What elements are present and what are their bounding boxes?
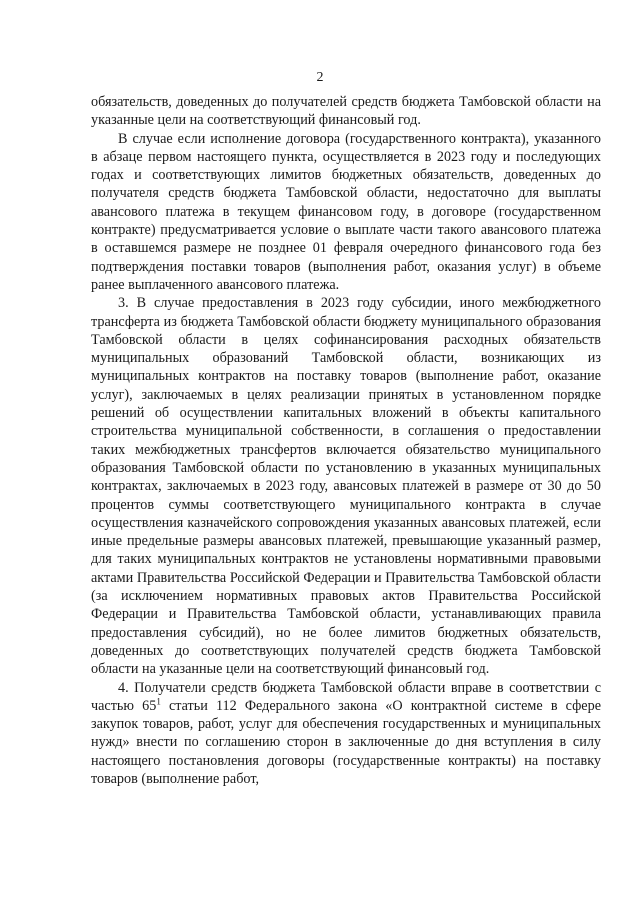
item-4-text-end: статьи 112 Федерального закона «О контрактной системе в сфере закупок товаров, работ, услуг для обеспечения государственных и муниципальных нужд» внести по соглашению сторон в заключенные до дня вступления в силу настоящего постановления договоры (государственные контракты) на поставку товаров (выполнение работ, [91, 697, 601, 787]
page-number: 2 [316, 70, 324, 85]
superscript-index: 1 [156, 696, 161, 707]
paragraph-advance-payment-condition: В случае если исполнение договора (государственного контракта), указанного в абзаце первом настоящего пункта, осуществляется в 2023 году и последующих годах и соответствующих лимитов бюджетных обязательств, доведенных до получателя средств бюджета Тамбовской области, недостаточно для выплаты авансового платежа в текущем финансовом году, в договоре (государственном контракте) предусматривается условие о выплате части такого авансового платежа в оставшемся размере не позднее 01 февраля очередного финансового года без подтверждения поставки товаров (выполнения работ, оказания услуг) в объеме ранее выплаченного авансового платежа. [91, 130, 601, 293]
item-4-text-start: 4. Получатели средств бюджета Тамбовской области вправе в соответствии с частью 65 [91, 679, 601, 714]
document-body [91, 93, 601, 788]
paragraph-continuation: обязательств, доведенных до получателей средств бюджета Тамбовской области на указанные цели на соответствующий финансовый год. [91, 94, 601, 129]
paragraph-item-3: 3. В случае предоставления в 2023 году субсидии, иного межбюджетного трансферта из бюджета Тамбовской области бюджету муниципального образования Тамбовской области в целях софинансирования расходных обязательств муниципальных образований Тамбовской области, возникающих из муниципальных контрактов на поставку товаров (выполнение работ, оказание услуг), заключаемых в целях реализации принятых в установленном порядке решений об осуществлении капитальных вложений в объекты капитального строительства муниципальной собственности, в соглашения о предоставлении таких межбюджетных трансфертов включается обязательство муниципального образования Тамбовской области по установлению в указанных муниципальных контрактах, заключаемых в 2023 году, авансовых платежей в размере от 30 до 50 процентов суммы соответствующего муниципального контракта в случае осуществления казначейского сопровождения указанных авансовых платежей, если иные предельные размеры авансовых платежей, превышающие указанный размер, для таких муниципальных контрактов не установлены нормативными правовыми актами Правительства Российской Федерации и Правительства Тамбовской области (за исключением нормативных правовых актов Правительства Российской Федерации и Правительства Тамбовской области, устанавливающих правила предоставления субсидий), но не более лимитов бюджетных обязательств, доведенных до соответствующих получателей средств бюджета Тамбовской области на указанные цели на соответствующий финансовый год. [91, 295, 601, 678]
paragraph-item-4 [91, 679, 601, 789]
